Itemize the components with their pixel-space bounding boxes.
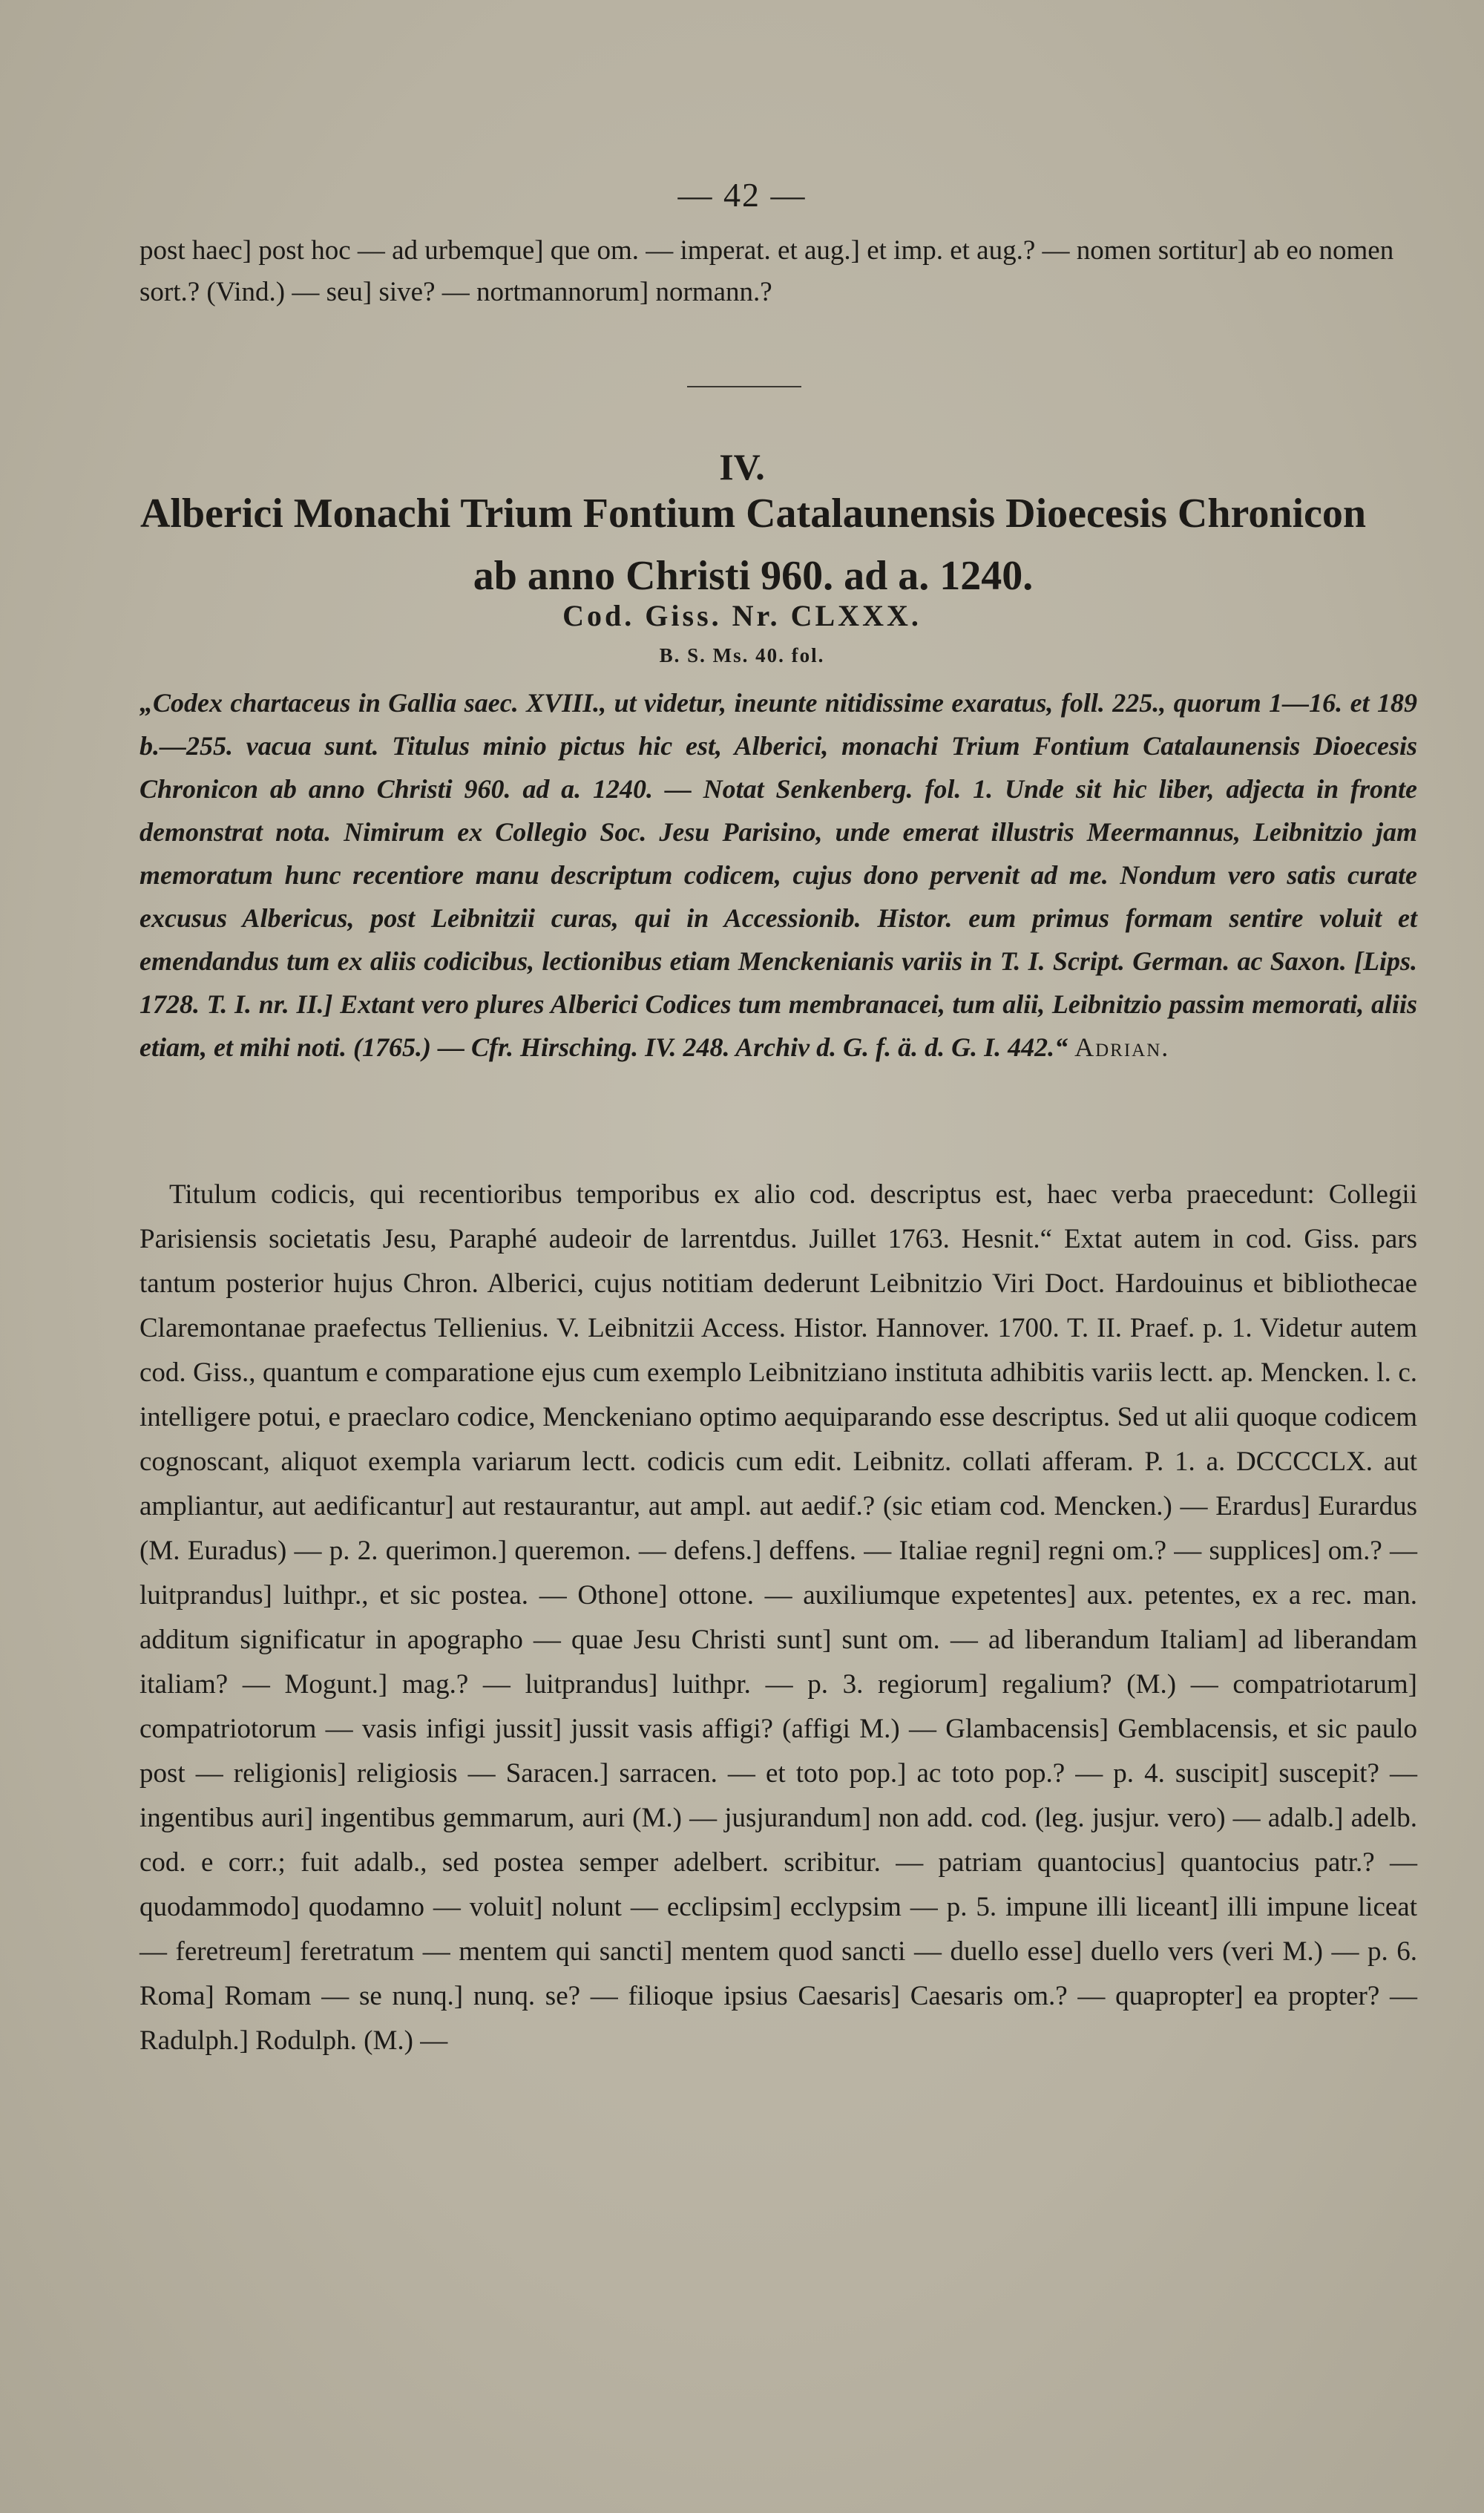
title-line-1: Alberici Monachi Trium Fontium Catalaunensis Dioecesis Chronicon — [139, 491, 1367, 537]
section-title — [89, 482, 1417, 607]
quoted-description — [139, 681, 1417, 1069]
main-text — [139, 1173, 1417, 2063]
title-line-2: ab anno Christi 960. ad a. 1240. — [473, 553, 1034, 599]
section-divider — [687, 386, 801, 387]
section-numeral: IV. — [719, 446, 765, 488]
page-number: — 42 — — [677, 176, 807, 214]
codex-designation: Cod. Giss. Nr. CLXXX. — [562, 599, 922, 632]
quote-signature: Adrian. — [1074, 1032, 1170, 1062]
continuation-notes: post haec] post hoc — ad urbemque] que om. — imperat. et aug.] et imp. et aug.? — nomen sortitur] ab eo nomen sort.? (Vind.) — seu] sive? — nortmannorum] normann.? — [139, 235, 1394, 307]
shelfmark: B. S. Ms. 40. fol. — [659, 644, 825, 666]
main-paragraph: Titulum codicis, qui recentioribus temporibus ex alio cod. descriptus est, haec verba praecedunt: Collegii Parisiensis societatis Jesu, Paraphé audeoir de larrentdus. Juillet 1763. Hesnit.“ Extat autem in cod. Giss. pars tantum posterior hujus Chron. Alberici, cujus notitiam dederunt Leibnitzio Viri Doct. Hardouinus et bibliothecae Claremontanae praefectus Tellienius. V. Leibnitzii Access. Histor. Hannover. 1700. T. II. Praef. p. 1. Videtur autem cod. Giss., quantum e comparatione ejus cum exemplo Leibnitziano instituta adhibitis variis lectt. ap. Mencken. l. c. intelligere potui, e praeclaro codice, Menckeniano optimo aequiparando esse descriptus. Sed ut alii quoque codicem cognoscant, aliquot exempla variarum lectt. codicis cum edit. Leibnitz. collati afferam. P. 1. a. DCCCCLX. aut ampliantur, aut aedificantur] aut restaurantur, aut ampl. aut aedif.? (sic etiam cod. Mencken.) — Erardus] Eurardus (M. Euradus) — p. 2. querimon.] queremon. — defens.] deffens. — Italiae regni] regni om.? — supplices] om.? — luitprandus] luithpr., et sic postea. — Othone] ottone. — auxiliumque expetentes] aux. petentes, ex a rec. man. additum significatur in apographo — quae Jesu Christi sunt] sunt om. — ad liberandum Italiam] ad liberandam italiam? — Mogunt.] mag.? — luitprandus] luithpr. — p. 3. regiorum] regalium? (M.) — compatriotarum] compatriotorum — vasis infigi jussit] jussit vasis affigi? (affigi M.) — Glambacensis] Gemblacensis, et sic paulo post — religionis] religiosis — Saracen.] sarracen. — et toto pop.] ac toto pop.? — p. 4. suscipit] suscepit? — ingentibus auri] ingentibus gemmarum, auri (M.) — jusjurandum] non add. cod. (leg. jusjur. vero) — adalb.] adelb. cod. e corr.; fuit adalb., sed postea semper adelbert. scribitur. — patriam quantocius] quantocius patr.? — quodammodo] quodamno — voluit] nolunt — ecclipsim] ecclypsim — p. 5. impune illi liceant] illi impune liceat — feretreum] feretratum — mentem qui sancti] mentem quod sancti — duello esse] duello vers (veri M.) — p. 6. Roma] Romam — se nunq.] nunq. se? — filioque ipsius Caesaris] Caesaris om.? — quapropter] ea propter? — Radulph.] Rodulph. (M.) — — [139, 1179, 1417, 2056]
quote-text: „Codex chartaceus in Gallia saec. XVIII., ut videtur, ineunte nitidissime exaratus, foll. 225., quorum 1—16. et 189 b.—255. vacua sunt. Titulus minio pictus hic est, Alberici, monachi Trium Fontium Catalaunensis Dioecesis Chronicon ab anno Christi 960. ad a. 1240. — Notat Senkenberg. fol. 1. Unde sit hic liber, adjecta in fronte demonstrat nota. Nimirum ex Collegio Soc. Jesu Parisino, unde emerat illustris Meermannus, Leibnitzio jam memoratum hunc recentiore manu descriptum codicem, cujus dono pervenit ad me. Nondum vero satis curate excusus Albericus, post Leibnitzii curas, qui in Accessionib. Histor. eum primus formam sentire voluit et emendandus tum ex aliis codicibus, lectionibus etiam Menckenianis variis in T. I. Script. German. ac Saxon. [Lips. 1728. T. I. nr. II.] Extant vero plures Alberici Codices tum membranacei, tum alii, Leibnitzio passim memorati, aliis etiam, et mihi noti. (1765.) — Cfr. Hirsching. IV. 248. Archiv d. G. f. ä. d. G. I. 442.“ — [139, 688, 1417, 1062]
